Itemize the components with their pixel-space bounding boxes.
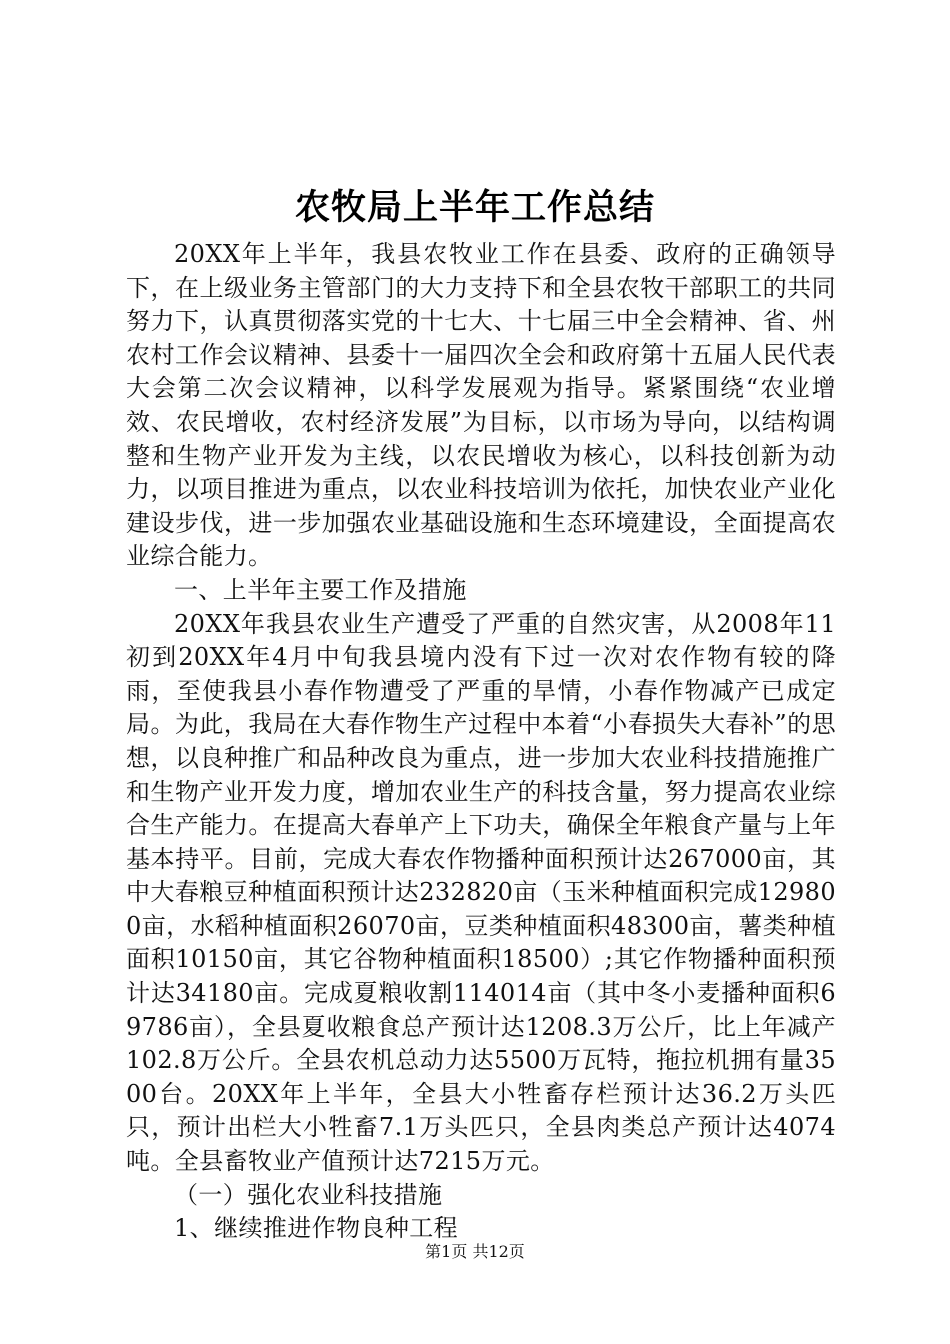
document-title: 农牧局上半年工作总结 — [294, 187, 655, 228]
document-body — [126, 238, 836, 1246]
item-heading: 1、继续推进作物良种工程 — [174, 1214, 459, 1243]
intro-paragraph: 20XX年上半年，我县农牧业工作在县委、政府的正确领导下，在上级业务主管部门的大力支持下和全县农牧干部职工的共同努力下，认真贯彻落实党的十七大、十七届三中全会精神、省、州农村工作会议精神、县委十一届四次全会和政府第十五届人民代表大会第二次会议精神，以科学发展观为指导。紧紧围绕“农业增效、农民增收，农村经济发展”为目标，以市场为导向，以结构调整和生物产业开发为主线，以农民增收为核心，以科技创新为动力，以项目推进为重点，以农业科技培训为依托，加快农业产业化建设步伐，进一步加强农业基础设施和生态环境建设，全面提高农业综合能力。 — [126, 240, 836, 571]
page-footer: 第1页 共12页 — [425, 1242, 525, 1261]
section-heading: 一、上半年主要工作及措施 — [174, 575, 467, 604]
subsection-heading: （一）强化农业科技措施 — [174, 1180, 443, 1209]
section-paragraph: 20XX年我县农业生产遭受了严重的自然灾害，从2008年11初到20XX年4月中旬我县境内没有下过一次对农作物有较的降雨，至使我县小春作物遭受了严重的旱情，小春作物减产已成定局。为此，我局在大春作物生产过程中本着“小春损失大春补”的思想，以良种推广和品种改良为重点，进一步加大农业科技措施推广和生物产业开发力度，增加农业生产的科技含量，努力提高农业综合生产能力。在提高大春单产上下功夫，确保全年粮食产量与上年基本持平。目前，完成大春农作物播种面积预计达267000亩，其中大春粮豆种植面积预计达232820亩（玉米种植面积完成129800亩，水稻种植面积26070亩，豆类种植面积48300亩，薯类种植面积10150亩，其它谷物种植面积18500）;其它作物播种面积预计达34180亩。完成夏粮收割114014亩（其中冬小麦播种面积69786亩），全县夏收粮食总产预计达1208.3万公斤，比上年减产102.8万公斤。全县农机总动力达5500万瓦特，拖拉机拥有量3500台。20XX年上半年，全县大小牲畜存栏预计达36.2万头匹只，预计出栏大小牲畜7.1万头匹只，全县肉类总产预计达4074吨。全县畜牧业产值预计达7215万元。 — [126, 609, 836, 1176]
